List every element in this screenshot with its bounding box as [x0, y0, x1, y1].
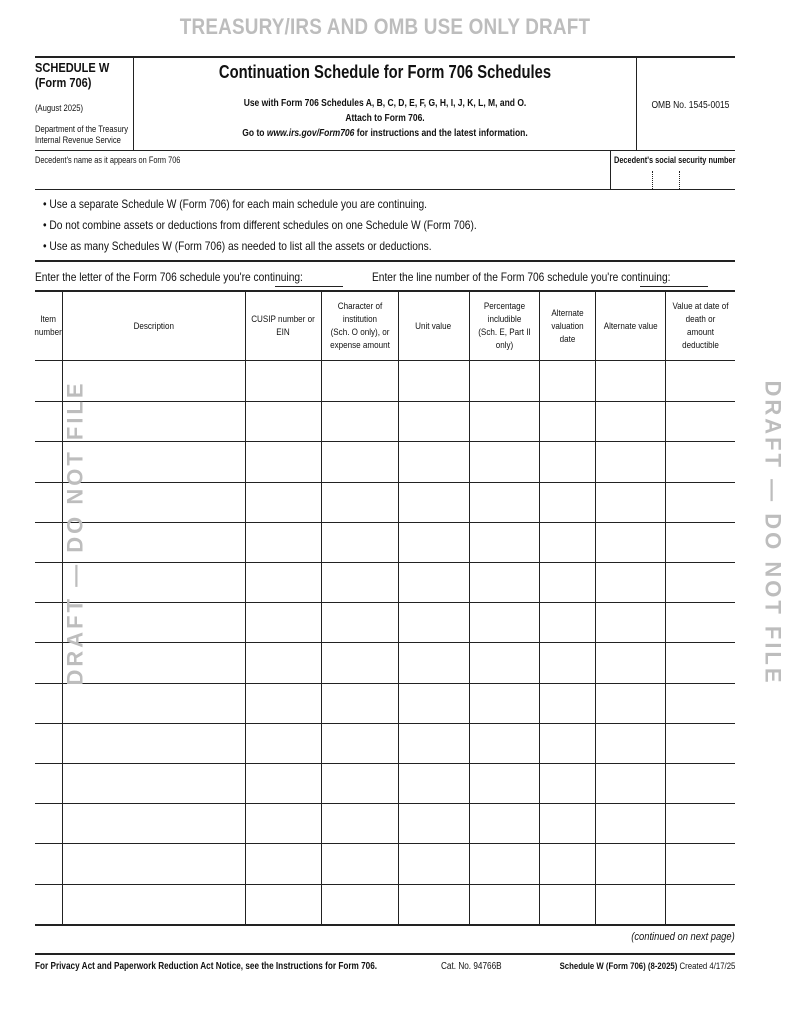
table-row[interactable]: [35, 643, 735, 683]
instruction-item: • Do not combine assets or deductions from different schedules on one Schedule W (Form 706).: [43, 218, 477, 232]
table-row[interactable]: [35, 885, 735, 925]
form-title: Continuation Schedule for Form 706 Schedules: [218, 62, 552, 82]
table-row[interactable]: [35, 442, 735, 482]
form-identifier: Schedule W (Form 706) (8-2025) Created 4/17/25: [559, 961, 735, 972]
table-row[interactable]: [35, 844, 735, 884]
table-row[interactable]: [35, 724, 735, 764]
table-row[interactable]: [35, 523, 735, 563]
col-header-character: Character of institution (Sch. O only), or expense amount: [330, 301, 390, 351]
instruction-item: • Use a separate Schedule W (Form 706) for each main schedule you are continuing.: [43, 197, 428, 211]
col-header-value-at-death: Value at date of death or amount deductible: [672, 301, 729, 351]
table-row[interactable]: [35, 603, 735, 643]
schedule-line1: SCHEDULE W: [35, 60, 110, 75]
continued-note: (continued on next page): [631, 931, 735, 943]
instruction-item: • Use as many Schedules W (Form 706) as needed to list all the assets or deductions.: [43, 239, 432, 253]
table-row[interactable]: [35, 764, 735, 804]
watermark-right: DRAFT — DO NOT FILE: [760, 380, 786, 686]
col-header-cusip: CUSIP number or EIN: [251, 314, 315, 338]
schedule-name: [35, 60, 109, 90]
schedule-letter-field[interactable]: [275, 286, 343, 287]
table-row[interactable]: [35, 402, 735, 442]
col-header-description: Description: [133, 320, 175, 332]
dept-line2: Internal Revenue Service: [35, 135, 121, 145]
goto-line: Go to www.irs.gov/Form706 for instructions and the latest information.: [242, 128, 528, 139]
col-header-alternate-value: Alternate value: [603, 320, 658, 332]
omb-number: OMB No. 1545-0015: [651, 100, 730, 111]
decedent-name-label: Decedent's name as it appears on Form 706: [35, 155, 181, 165]
table-row[interactable]: [35, 563, 735, 603]
revision-date: (August 2025): [35, 103, 84, 113]
privacy-notice: For Privacy Act and Paperwork Reduction Act Notice, see the Instructions for Form 706.: [35, 961, 378, 972]
table-row[interactable]: [35, 483, 735, 523]
attach-line: Attach to Form 706.: [345, 113, 425, 124]
form-instructions-header: [173, 96, 598, 141]
department: [35, 124, 128, 146]
dept-line1: Department of the Treasury: [35, 124, 129, 134]
decedent-name-field[interactable]: [35, 163, 610, 189]
instruction-list: [43, 194, 477, 257]
enter-letter-label: Enter the letter of the Form 706 schedule you're continuing:: [35, 270, 303, 284]
irs-url-link[interactable]: www.irs.gov/Form706: [266, 128, 355, 139]
enter-line-label: Enter the line number of the Form 706 schedule you're continuing:: [372, 270, 671, 284]
draft-banner: TREASURY/IRS AND OMB USE ONLY DRAFT: [179, 14, 591, 39]
table-row[interactable]: [35, 804, 735, 844]
use-with-line: Use with Form 706 Schedules A, B, C, D, E, F, G, H, I, J, K, L, M, and O.: [243, 98, 527, 109]
col-header-alt-valuation-date: Alternate valuation date: [551, 307, 584, 345]
schedule-line2: (Form 706): [35, 75, 92, 90]
schedule-line-field[interactable]: [640, 286, 708, 287]
col-header-unit-value: Unit value: [415, 320, 452, 332]
catalog-number: Cat. No. 94766B: [441, 961, 502, 972]
table-row[interactable]: [35, 684, 735, 724]
ssn-field[interactable]: [612, 168, 734, 188]
col-header-item-number: Item number: [34, 314, 63, 338]
table-row[interactable]: [35, 362, 735, 402]
ssn-label: Decedent's social security number: [614, 155, 736, 165]
col-header-percentage: Percentage includible (Sch. E, Part II only): [478, 301, 531, 351]
watermark-left: DRAFT — DO NOT FILE: [62, 380, 88, 686]
